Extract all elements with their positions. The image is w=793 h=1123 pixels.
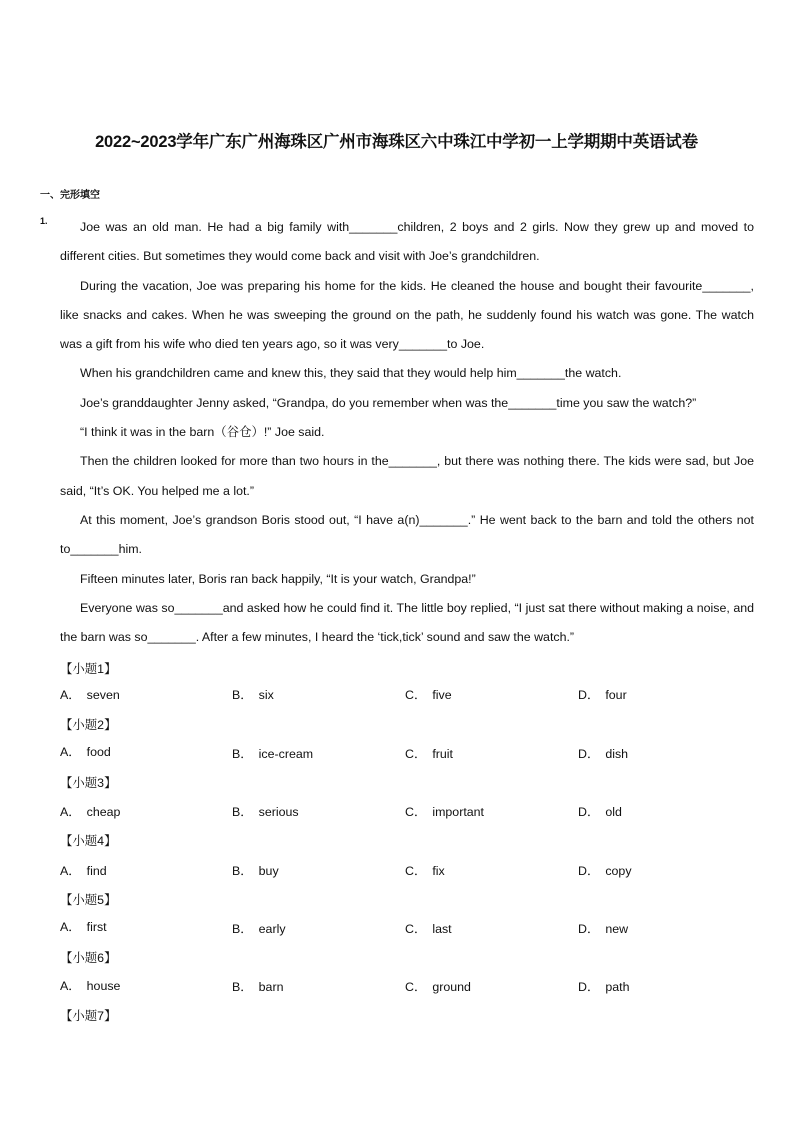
passage-paragraph: Everyone was so_______and asked how he could find it. The little boy replied, “I just sat there without making a noise, and the barn was so_______. After a few minutes, I heard the ‘tick,tick’ sound and saw the watch.”	[60, 600, 754, 645]
option-text: old	[605, 805, 622, 819]
option-letter: A．	[60, 920, 81, 934]
passage	[60, 213, 754, 652]
option-letter: C．	[405, 805, 427, 819]
option-letter: B．	[232, 688, 253, 702]
option-b[interactable]	[232, 977, 283, 995]
option-text: dish	[605, 747, 629, 761]
option-letter: C．	[405, 922, 427, 936]
option-d[interactable]	[578, 861, 632, 879]
option-text: important	[432, 805, 484, 819]
subquestion-label: 【小题7】	[60, 1009, 117, 1023]
option-text: path	[605, 980, 630, 994]
page-title: 2022~2023学年广东广州海珠区广州市海珠区六中珠江中学初一上学期期中英语试卷	[95, 133, 698, 151]
option-letter: A．	[60, 979, 81, 993]
passage-paragraph: Then the children looked for more than two hours in the_______, but there was nothing there. The kids were sad, but Joe said, “It’s OK. You helped me a lot.”	[60, 454, 754, 498]
option-letter: D．	[578, 922, 600, 936]
option-letter: C．	[405, 747, 427, 761]
option-d[interactable]	[578, 685, 627, 703]
option-d[interactable]	[578, 744, 628, 762]
passage-paragraph: Joe’s granddaughter Jenny asked, “Grandpa, do you remember when was the_______time you saw the watch?”	[80, 395, 697, 410]
passage-paragraph: At this moment, Joe’s grandson Boris stood out, “I have a(n)_______.” He went back to the barn and told the others not to_______him.	[60, 512, 754, 557]
option-letter: B．	[232, 805, 253, 819]
option-text: fix	[432, 864, 445, 878]
option-text: find	[86, 864, 107, 878]
option-a[interactable]	[60, 742, 111, 760]
option-letter: A．	[60, 745, 81, 759]
passage-paragraph: “I think it was in the barn（谷仓）!” Joe said.	[80, 425, 325, 440]
option-letter: D．	[578, 980, 600, 994]
option-letter: D．	[578, 805, 600, 819]
option-b[interactable]	[232, 802, 299, 820]
option-letter: B．	[232, 864, 253, 878]
option-letter: B．	[232, 980, 253, 994]
option-letter: C．	[405, 864, 427, 878]
option-letter: B．	[232, 747, 253, 761]
passage-paragraph: Fifteen minutes later, Boris ran back happily, “It is your watch, Grandpa!”	[80, 571, 476, 586]
option-letter: D．	[578, 864, 600, 878]
option-text: new	[605, 922, 629, 936]
option-a[interactable]	[60, 802, 120, 820]
option-c[interactable]	[405, 744, 453, 762]
option-text: six	[258, 688, 274, 702]
option-text: copy	[605, 864, 632, 878]
option-letter: C．	[405, 688, 427, 702]
subquestion-label: 【小题4】	[60, 834, 117, 848]
question-number: 1.	[40, 216, 48, 226]
option-text: seven	[86, 688, 120, 702]
passage-paragraph: When his grandchildren came and knew this, they said that they would help him_______the watch.	[80, 366, 622, 381]
option-a[interactable]	[60, 917, 107, 935]
option-text: last	[432, 922, 452, 936]
option-c[interactable]	[405, 861, 445, 879]
option-d[interactable]	[578, 919, 628, 937]
passage-paragraph: During the vacation, Joe was preparing his home for the kids. He cleaned the house and bought their favourite_______, like snacks and cakes. When he was sweeping the ground on the path, he suddenly found his watch was gone. The watch was a gift from his wife who died ten years ago, so it was very_______to Joe.	[60, 278, 754, 352]
option-text: ground	[432, 980, 471, 994]
option-a[interactable]	[60, 685, 120, 703]
option-text: five	[432, 688, 452, 702]
option-c[interactable]	[405, 977, 471, 995]
option-letter: A．	[60, 688, 81, 702]
option-text: four	[605, 688, 627, 702]
subquestion-label: 【小题1】	[60, 662, 117, 676]
option-text: ice-cream	[258, 747, 314, 761]
option-a[interactable]	[60, 976, 120, 994]
section-heading: 一、完形填空	[40, 190, 100, 201]
option-letter: A．	[60, 864, 81, 878]
subquestion-label: 【小题3】	[60, 776, 117, 790]
option-letter: B．	[232, 922, 253, 936]
passage-paragraph: Joe was an old man. He had a big family with_______children, 2 boys and 2 girls. Now they grew up and moved to different cities. But sometimes they would come back and visit with Joe’s grandchildren.	[60, 220, 754, 264]
option-text: first	[86, 920, 107, 934]
option-text: early	[258, 922, 286, 936]
option-letter: C．	[405, 980, 427, 994]
option-b[interactable]	[232, 744, 313, 762]
option-d[interactable]	[578, 802, 622, 820]
subquestion-label: 【小题5】	[60, 893, 117, 907]
option-c[interactable]	[405, 685, 452, 703]
subquestion-label: 【小题2】	[60, 718, 117, 732]
option-b[interactable]	[232, 919, 286, 937]
option-text: barn	[258, 980, 284, 994]
option-b[interactable]	[232, 685, 274, 703]
option-text: buy	[258, 864, 279, 878]
option-text: cheap	[86, 805, 121, 819]
option-letter: D．	[578, 688, 600, 702]
option-letter: D．	[578, 747, 600, 761]
option-a[interactable]	[60, 861, 107, 879]
option-d[interactable]	[578, 977, 629, 995]
option-c[interactable]	[405, 802, 484, 820]
subquestion-label: 【小题6】	[60, 951, 117, 965]
option-b[interactable]	[232, 861, 279, 879]
option-text: house	[86, 979, 121, 993]
option-text: food	[86, 745, 111, 759]
option-letter: A．	[60, 805, 81, 819]
option-text: fruit	[432, 747, 453, 761]
option-c[interactable]	[405, 919, 452, 937]
option-text: serious	[258, 805, 299, 819]
